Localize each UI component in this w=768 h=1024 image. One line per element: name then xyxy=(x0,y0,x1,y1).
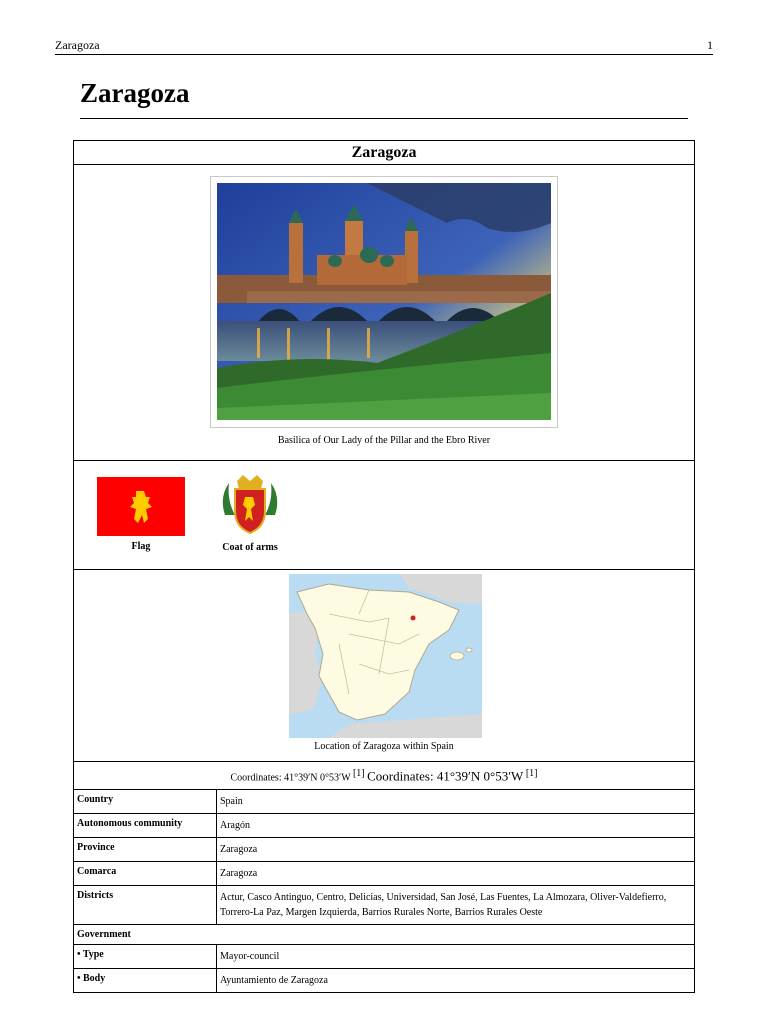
map-caption: Location of Zaragoza within Spain xyxy=(314,741,454,752)
row-government-type xyxy=(74,945,694,969)
row-value[interactable]: Actur, Casco Antinguo, Centro, Delicias, Universidad, San José, Las Fuentes, La Almozara, Oliver-Valdefierro, Torrero-La Paz, Margen Izquierda, Barrios Rurales Norte, Barrios Rurales Oeste xyxy=(220,892,667,918)
coordinates-ref-2[interactable]: [1] xyxy=(525,768,538,779)
row-label[interactable]: Districts xyxy=(74,886,217,924)
coat-of-arms-icon[interactable] xyxy=(217,475,283,537)
row-value[interactable]: Zaragoza xyxy=(220,868,258,879)
infobox-map-cell xyxy=(74,570,694,762)
row-value[interactable]: Ayuntamiento de Zaragoza xyxy=(220,975,328,986)
row-value[interactable]: Zaragoza xyxy=(220,844,258,855)
row-label: • Body xyxy=(74,969,217,992)
coat-of-arms-label: Coat of arms xyxy=(222,542,278,553)
title-divider xyxy=(80,118,688,119)
row-value[interactable]: Spain xyxy=(220,796,243,807)
row-autonomous-community xyxy=(74,814,694,838)
coordinates-ref-1[interactable]: [1] xyxy=(352,768,365,779)
page-number: 1 xyxy=(707,38,713,52)
row-label: Country xyxy=(74,790,217,813)
section-label: Government xyxy=(77,929,131,940)
row-country xyxy=(74,790,694,814)
row-label[interactable]: Comarca xyxy=(74,862,217,885)
row-label[interactable]: • Type xyxy=(74,945,217,968)
image-caption: Basilica of Our Lady of the Pillar and the Ebro River xyxy=(277,435,491,446)
infobox-image-cell xyxy=(74,165,694,461)
basilica-photo[interactable] xyxy=(210,176,558,428)
row-government-header xyxy=(74,925,694,945)
infobox xyxy=(73,140,695,993)
row-label[interactable]: Province xyxy=(74,838,217,861)
zaragoza-location-marker xyxy=(411,616,416,621)
row-province xyxy=(74,838,694,862)
page-title: Zaragoza xyxy=(80,78,190,108)
flag-label: Flag xyxy=(131,541,151,552)
row-value[interactable]: Aragón xyxy=(220,820,250,831)
row-districts xyxy=(74,886,694,925)
row-comarca xyxy=(74,862,694,886)
running-header xyxy=(55,38,713,55)
coordinates-row xyxy=(74,762,694,790)
basilica-photo-image xyxy=(217,183,551,420)
row-government-body xyxy=(74,969,694,992)
running-header-title: Zaragoza xyxy=(55,38,100,52)
spain-locator-map[interactable] xyxy=(289,574,482,738)
infobox-title: Zaragoza xyxy=(74,141,694,165)
lion-icon xyxy=(126,489,156,525)
coordinates-large[interactable]: Coordinates: 41°39′N 0°53′W xyxy=(367,768,524,784)
row-value[interactable]: Mayor-council xyxy=(220,951,280,962)
flag-image[interactable] xyxy=(97,477,185,536)
infobox-symbols-cell xyxy=(74,461,694,570)
coordinates-small[interactable]: Coordinates: 41°39′N 0°53′W xyxy=(230,772,351,784)
row-label[interactable]: Autonomous community xyxy=(74,814,217,837)
